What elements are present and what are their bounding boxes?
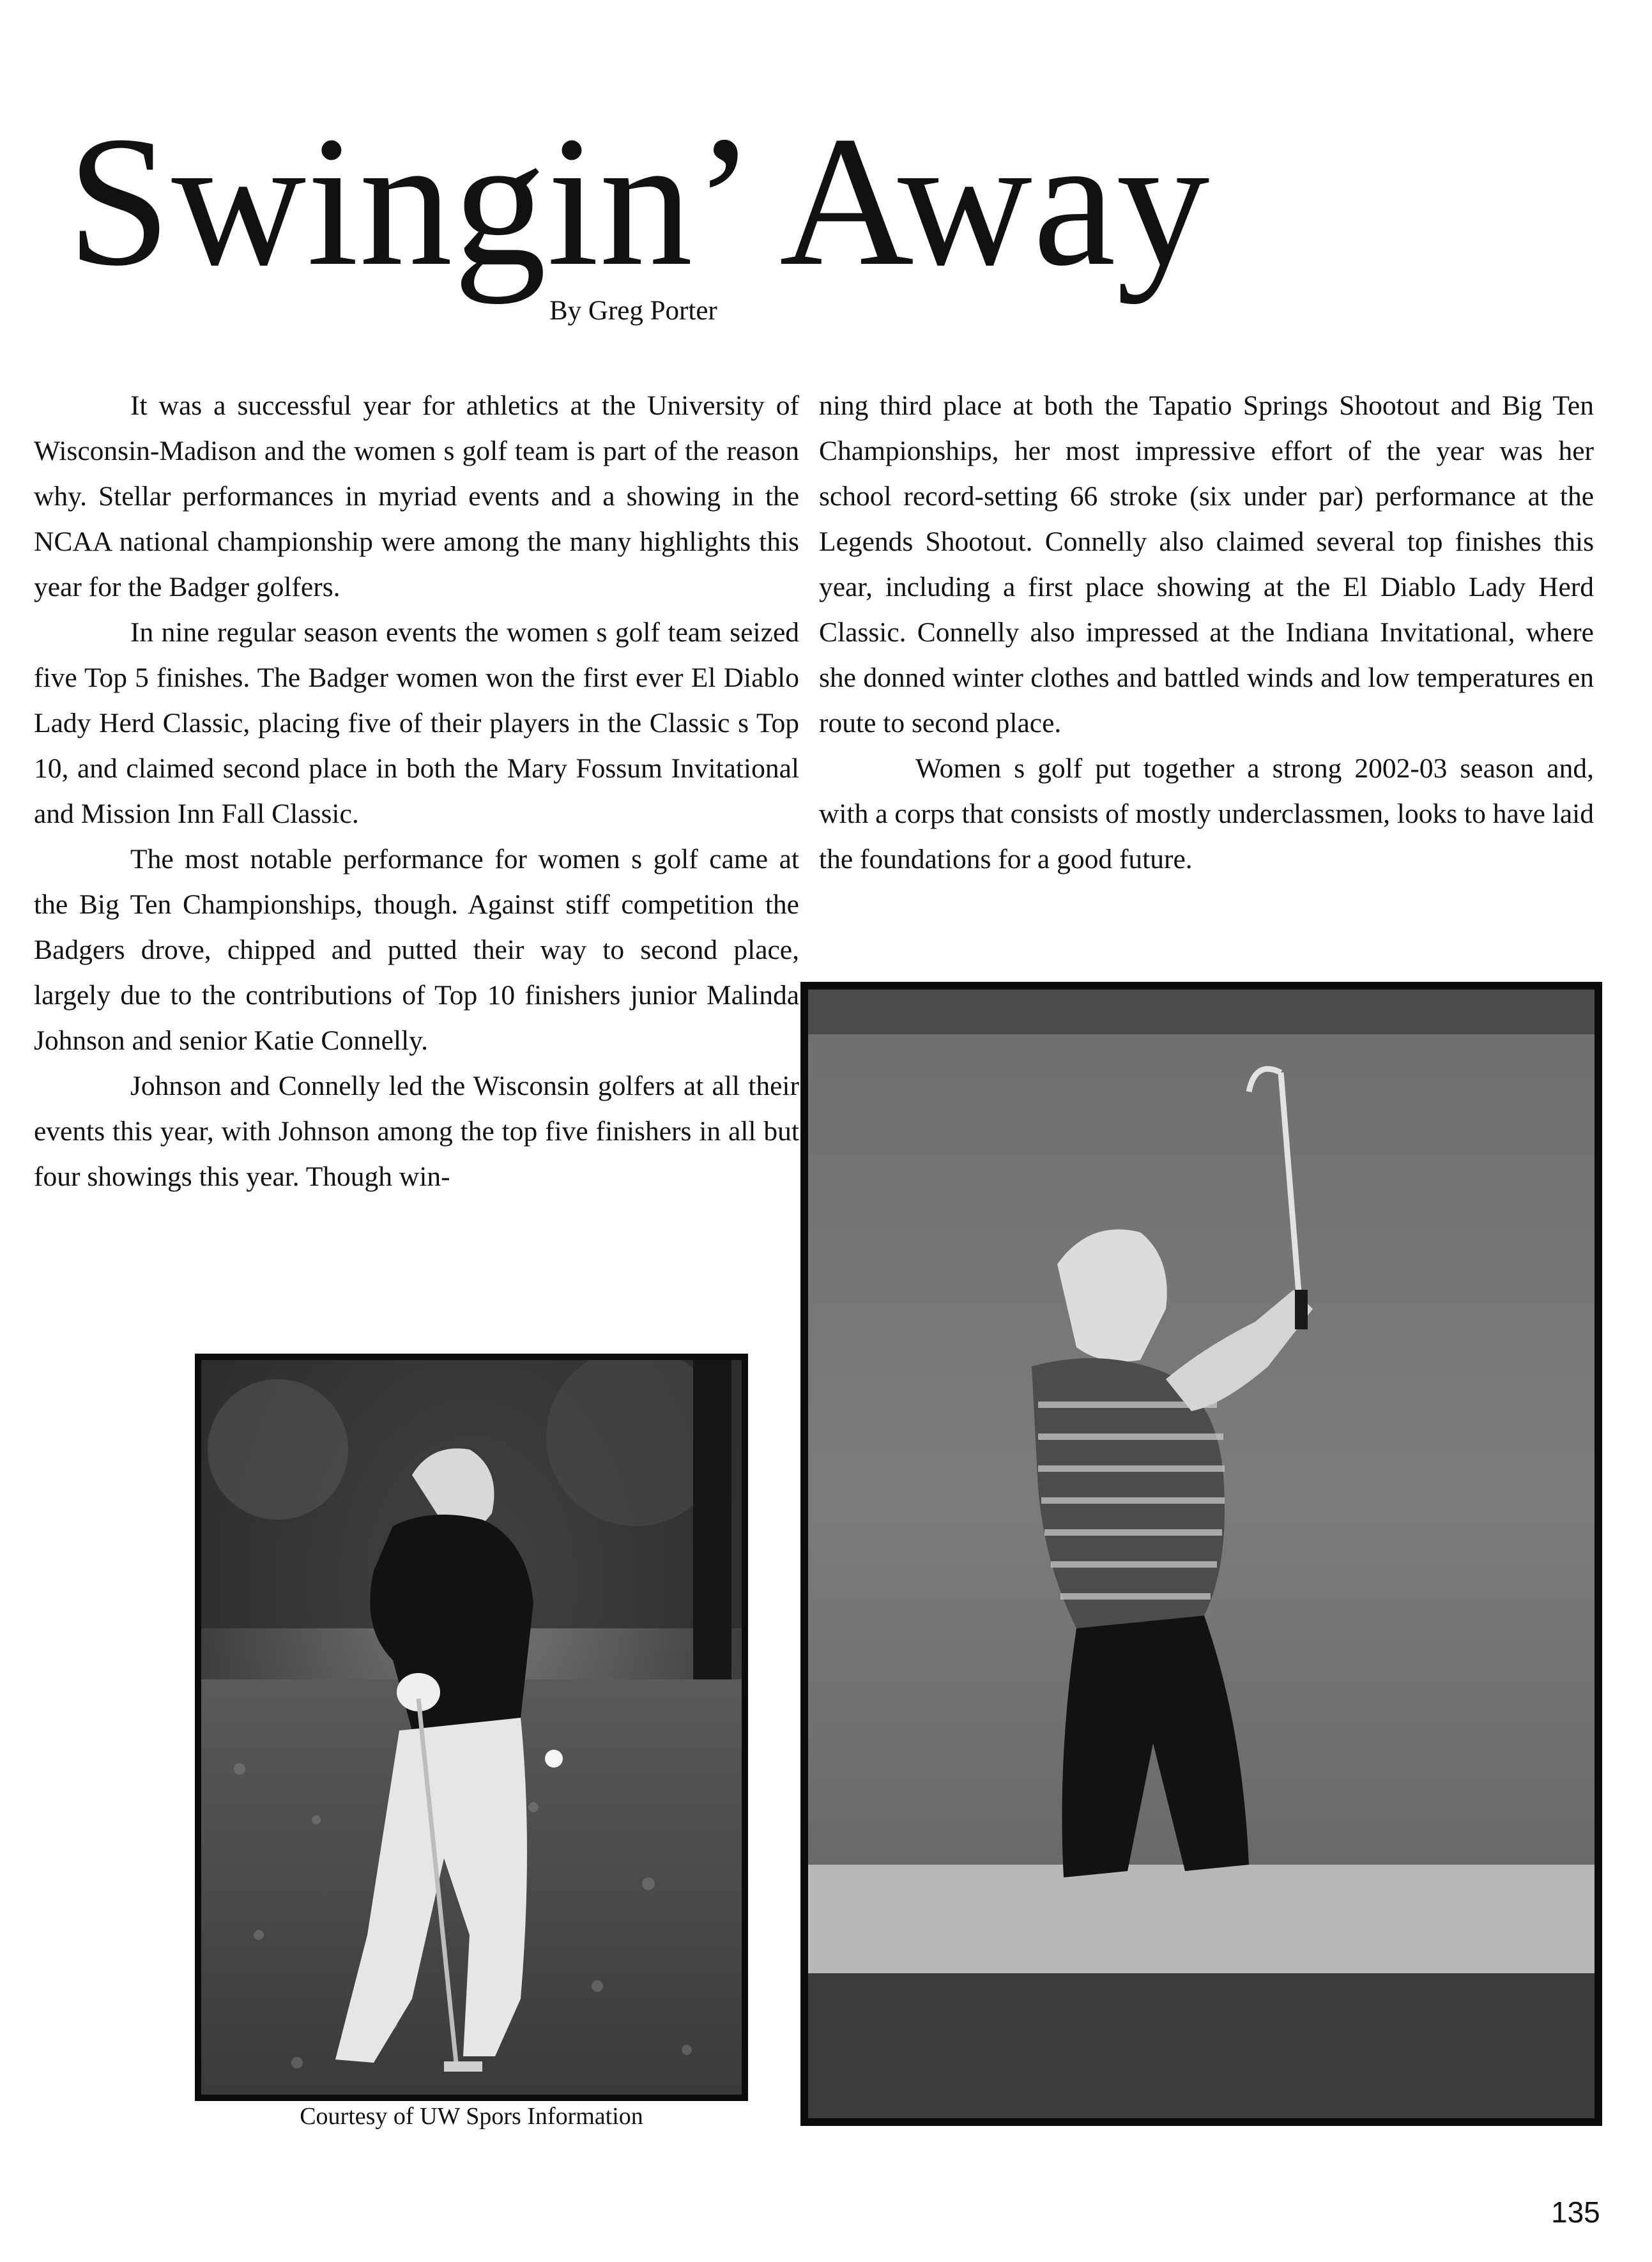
- text-column-left: [34, 383, 799, 1200]
- paragraph: In nine regular season events the women s golf team seized five Top 5 finishes. The Badger women won the first ever El Diablo Lady Herd Classic, placing five of their players in the Classic s Top 10, and claimed second place in both the Mary Fossum Invitational and Mission Inn Fall Classic.: [34, 617, 799, 829]
- photo-caption: Courtesy of UW Spors Information: [300, 2103, 643, 2130]
- photo-golfer-bunker-shot-image: [808, 990, 1595, 2118]
- photo-golfer-chipping: [195, 1354, 748, 2101]
- text-column-right: [819, 383, 1594, 882]
- paragraph: It was a successful year for athletics at the University of Wisconsin-Madison and the women s golf team is part of the reason why. Stellar performances in myriad events and a showing in the NCAA national championship were among the many highlights this year for the Badger golfers.: [34, 390, 799, 602]
- byline: By Greg Porter: [549, 296, 717, 326]
- paragraph: Women s golf put together a strong 2002-03 season and, with a corps that consists of mostly underclassmen, looks to have laid the foundations for a good future.: [819, 753, 1594, 875]
- page-number: 135: [1551, 2196, 1600, 2229]
- article-title: Swingin’ Away: [67, 98, 1211, 305]
- paragraph: The most notable performance for women s golf came at the Big Ten Championships, though. Against stiff competition the Badgers drove, chipped and putted their way to second place, largely due to the contributions of Top 10 finishers junior Malinda Johnson and senior Katie Connelly.: [34, 844, 799, 1056]
- paragraph: ning third place at both the Tapatio Springs Shootout and Big Ten Championships, her most impressive effort of the year was her school record-setting 66 stroke (six under par) performance at the Legends Shootout. Connelly also claimed several top finishes this year, including a first place showing at the El Diablo Lady Herd Classic. Connelly also impressed at the Indiana Invitational, where she donned winter clothes and battled winds and low temperatures en route to second place.: [819, 390, 1594, 738]
- photo-golfer-chipping-image: [201, 1360, 742, 2095]
- paragraph: Johnson and Connelly led the Wisconsin golfers at all their events this year, with Johnson among the top five finishers in all but four showings this year. Though win-: [34, 1071, 799, 1192]
- photo-golfer-bunker-shot: [800, 982, 1602, 2126]
